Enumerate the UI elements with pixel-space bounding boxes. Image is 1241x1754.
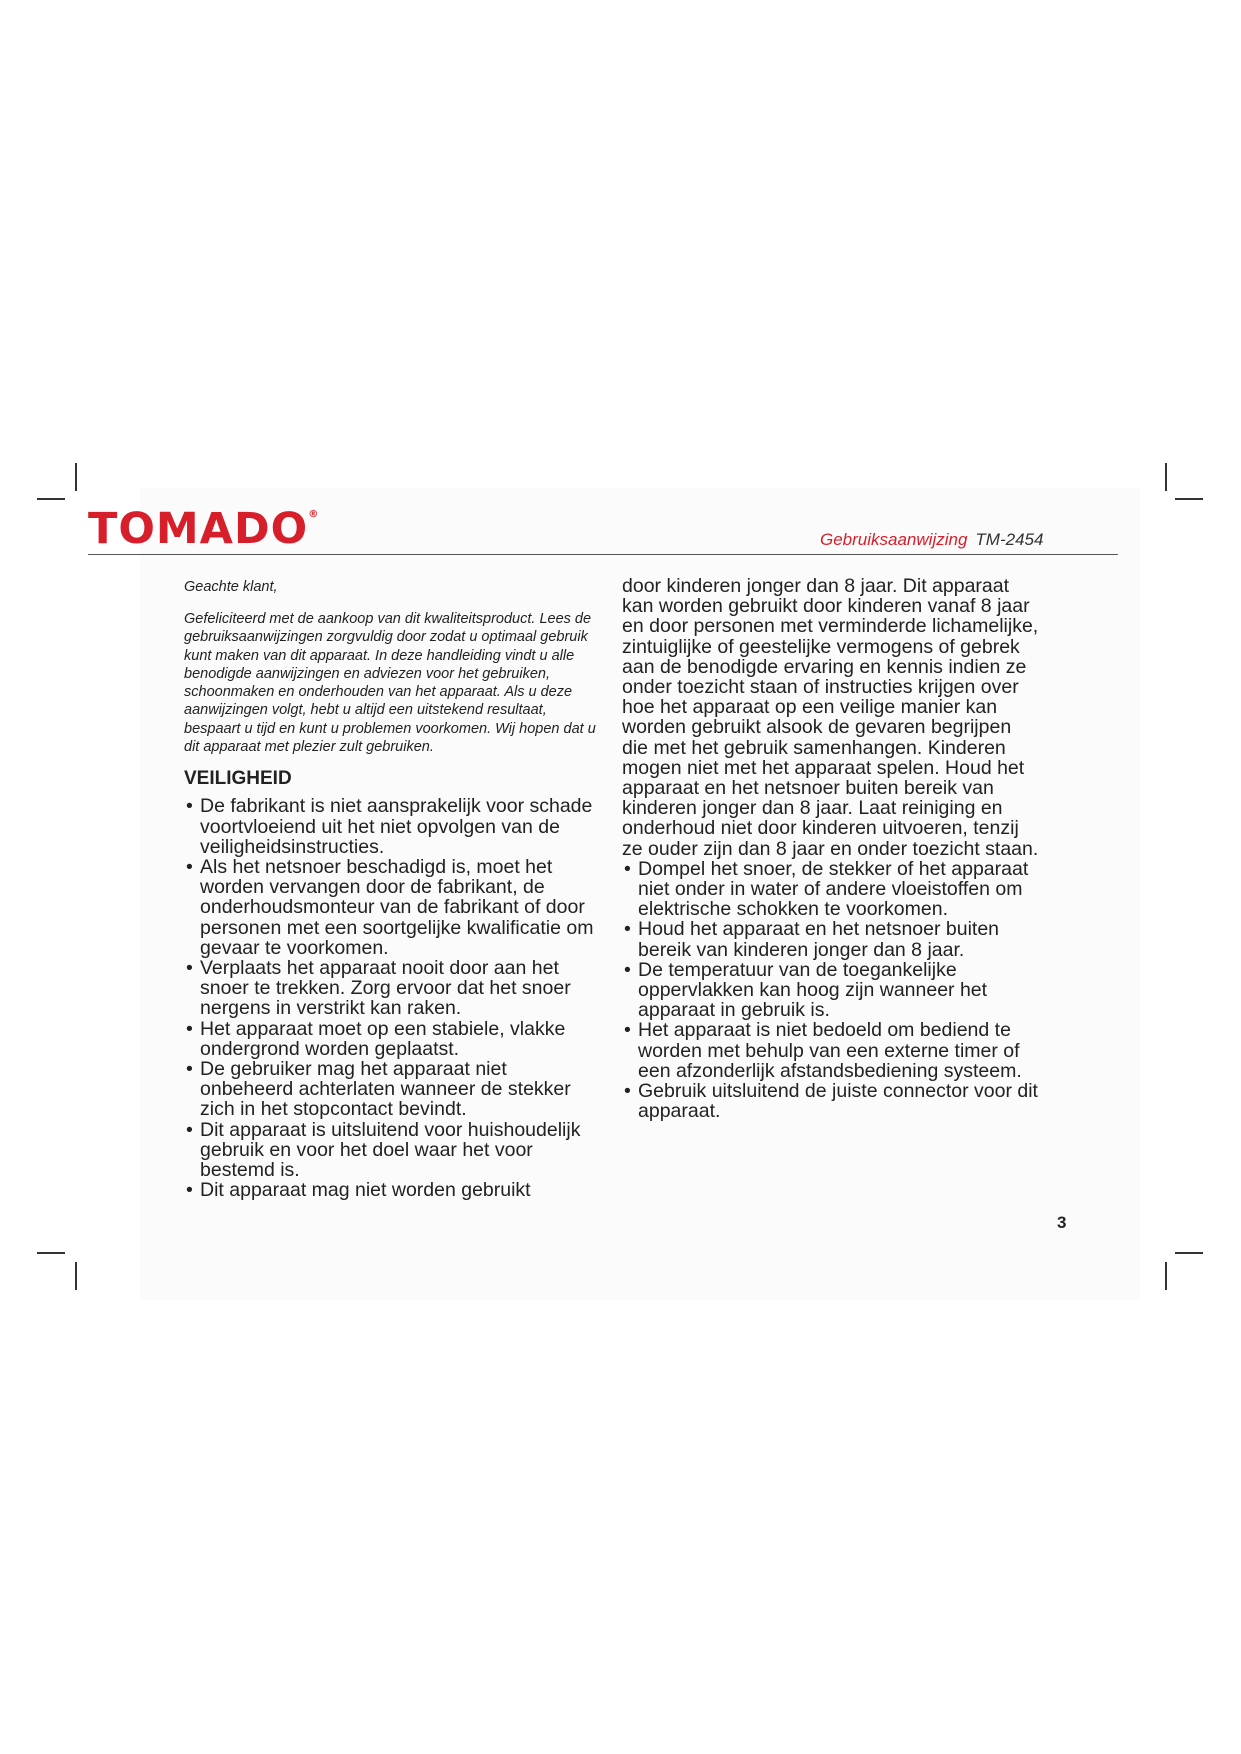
crop-mark bbox=[1165, 463, 1167, 491]
list-item: • Dompel het snoer, de stekker of het apparaat niet onder in water of andere vloeistoffen om elektrische schokken te voorkomen. bbox=[622, 859, 1042, 920]
registered-mark: ® bbox=[308, 509, 320, 520]
list-item: • De temperatuur van de toegankelijke oppervlakken kan hoog zijn wanneer het apparaat in gebruik is. bbox=[622, 960, 1042, 1021]
crop-mark bbox=[37, 1252, 65, 1254]
model-number: TM-2454 bbox=[975, 530, 1044, 549]
list-item: • Het apparaat moet op een stabiele, vlakke ondergrond worden geplaatst. bbox=[184, 1019, 604, 1059]
crop-mark bbox=[1175, 1252, 1203, 1254]
list-item: • De gebruiker mag het apparaat niet onbeheerd achterlaten wanneer de stekker zich in het stopcontact bevindt. bbox=[184, 1059, 604, 1120]
section-heading: VEILIGHEID bbox=[184, 768, 292, 790]
crop-mark bbox=[75, 463, 77, 491]
running-header bbox=[820, 530, 1043, 550]
list-item: • Als het netsnoer beschadigd is, moet het worden vervangen door de fabrikant, de onderhoudsmonteur van de fabrikant of door personen met een soortgelijke kwalificatie om gevaar te voorkomen. bbox=[184, 857, 604, 958]
brand-logo bbox=[88, 504, 320, 554]
list-item: • De fabrikant is niet aansprakelijk voor schade voortvloeiend uit het niet opvolgen van de veiligheidsinstructies. bbox=[184, 796, 604, 857]
list-item: • Dit apparaat is uitsluitend voor huishoudelijk gebruik en voor het doel waar het voor bestemd is. bbox=[184, 1120, 604, 1181]
list-item: • Verplaats het apparaat nooit door aan het snoer te trekken. Zorg ervoor dat het snoer nergens in verstrikt kan raken. bbox=[184, 958, 604, 1019]
right-column bbox=[622, 576, 1042, 1121]
list-item: • Gebruik uitsluitend de juiste connector voor dit apparaat. bbox=[622, 1081, 1042, 1121]
intro-paragraph: Gefeliciteerd met de aankoop van dit kwaliteitsproduct. Lees de gebruiksaanwijzingen zorgvuldig door zodat u optimaal gebruik kunt maken van dit apparaat. In deze handleiding vindt u alle benodigde aanwijzingen en adviezen voor het gebruiken, schoonmaken en onderhouden van het apparaat. Als u deze aanwijzingen volgt, hebt u altijd een uitstekend resultaat, bespaart u tijd en kunt u problemen voorkomen. Wij hopen dat u dit apparaat met plezier zult gebruiken. bbox=[184, 611, 596, 756]
header-divider bbox=[88, 554, 1118, 555]
crop-mark bbox=[37, 498, 65, 500]
page-number: 3 bbox=[1057, 1213, 1067, 1232]
safety-list-left bbox=[184, 796, 604, 1200]
brand-name: TOMADO bbox=[88, 504, 309, 554]
safety-list-right bbox=[622, 859, 1042, 1122]
continued-paragraph: door kinderen jonger dan 8 jaar. Dit apparaat kan worden gebruikt door kinderen vanaf 8 jaar en door personen met verminderde lichamelijke, zintuiglijke of geestelijke vermogens of gebrek aan de benodigde ervaring en kennis indien ze onder toezicht staan of instructies krijgen over hoe het apparaat op een veilige manier kan worden gebruikt alsook de gevaren begrijpen die met het gebruik samenhangen. Kinderen mogen niet met het apparaat spelen. Houd het apparaat en het netsnoer buiten bereik van kinderen jonger dan 8 jaar. Laat reiniging en onderhoud niet door kinderen uitvoeren, tenzij ze ouder zijn dan 8 jaar en onder toezicht staan. bbox=[622, 575, 1039, 860]
list-item: • Houd het apparaat en het netsnoer buiten bereik van kinderen jonger dan 8 jaar. bbox=[622, 919, 1042, 959]
list-item: • Het apparaat is niet bedoeld om bediend te worden met behulp van een externe timer of een afzonderlijk afstandsbediening systeem. bbox=[622, 1020, 1042, 1081]
left-column bbox=[184, 578, 604, 1200]
crop-mark bbox=[1165, 1262, 1167, 1290]
crop-mark bbox=[1175, 498, 1203, 500]
list-item: • Dit apparaat mag niet worden gebruikt bbox=[184, 1180, 604, 1200]
salutation: Geachte klant, bbox=[184, 579, 278, 595]
document-title: Gebruiksaanwijzing bbox=[820, 530, 968, 549]
crop-mark bbox=[75, 1262, 77, 1290]
